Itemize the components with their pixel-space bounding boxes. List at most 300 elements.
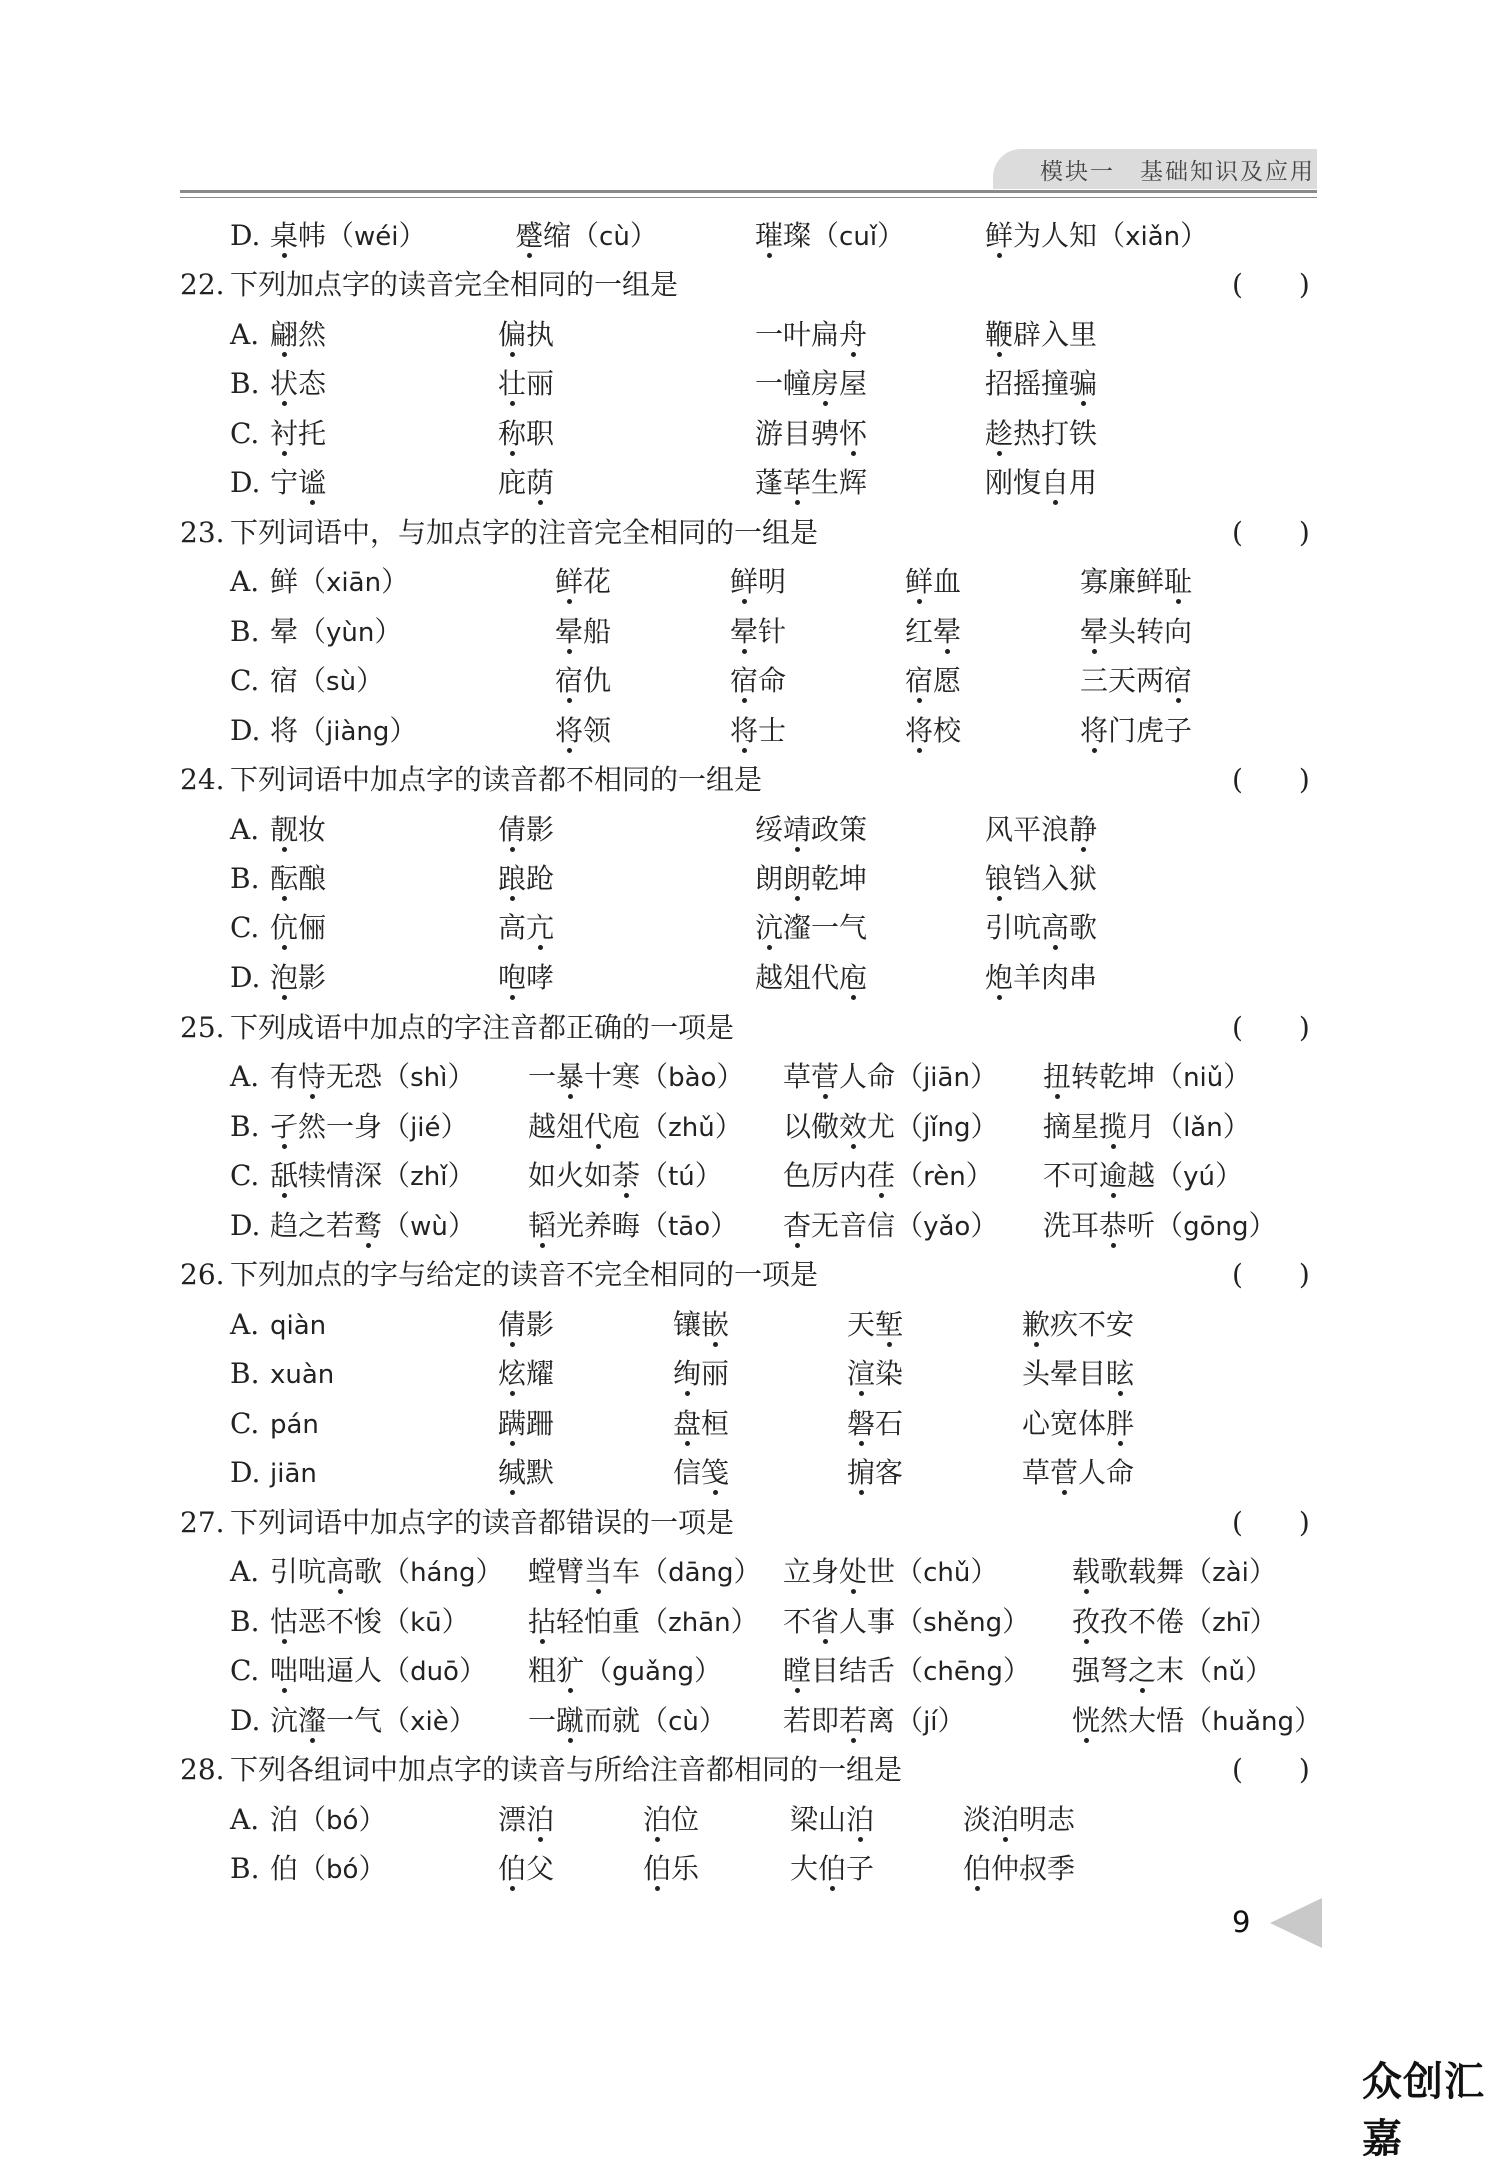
pinyin: zhī — [1212, 1608, 1250, 1638]
option-item: 摘星揽月（lǎn） — [1043, 1107, 1251, 1148]
option-item: 刚愎自用 — [985, 463, 1097, 503]
emphasis-dot-char: 暴 — [556, 1057, 584, 1097]
emphasis-dot-char: 恭 — [1099, 1206, 1127, 1246]
pinyin: nǔ — [1212, 1657, 1246, 1687]
option-item: 扭转乾坤（niǔ） — [1043, 1057, 1251, 1098]
question-number: 24. — [180, 763, 225, 796]
pinyin: lǎn — [1183, 1113, 1223, 1143]
pinyin: kū — [410, 1608, 442, 1638]
option-item: 翩然 — [270, 315, 326, 355]
option-item: 鲜花 — [555, 562, 611, 602]
option-item: 引吭高歌（háng） — [270, 1552, 504, 1593]
option-item: 螳臂当车（dāng） — [528, 1552, 762, 1593]
answer-blank: ( ) — [1232, 1753, 1310, 1786]
option-item: 寡廉鲜耻 — [1080, 562, 1192, 602]
option-item: 如火如荼（tú） — [528, 1156, 723, 1197]
option-label: A. — [230, 1308, 260, 1341]
option-item: 蹒跚 — [498, 1404, 554, 1444]
watermark: 众创汇嘉 — [1362, 2059, 1485, 2162]
option-item: 一蹴而就（cù） — [528, 1701, 727, 1742]
emphasis-dot-char: 倩 — [498, 810, 526, 850]
option-item: 孜孜不倦（zhī） — [1072, 1602, 1277, 1643]
emphasis-dot-char: 炫 — [498, 1354, 526, 1394]
page-corner-triangle — [1270, 1898, 1322, 1948]
emphasis-dot-char: 荜 — [783, 463, 811, 503]
emphasis-dot-char: 鲜 — [555, 562, 583, 602]
emphasis-dot-char: 趁 — [985, 414, 1013, 454]
emphasis-dot-char: 谧 — [298, 463, 326, 503]
option-item: 怙恶不悛（kū） — [270, 1602, 470, 1643]
option-item: 壮丽 — [498, 364, 554, 404]
option-item: 韬光养晦（tāo） — [528, 1206, 738, 1247]
option-label: D. — [230, 1456, 261, 1489]
option-item: 色厉内荏（rèn） — [783, 1156, 994, 1197]
option-item: 高亢 — [498, 908, 554, 948]
emphasis-dot-char: 状 — [270, 364, 298, 404]
question-number: 22. — [180, 268, 225, 301]
option-label: C. — [230, 911, 260, 944]
option-item: 庇荫 — [498, 463, 554, 503]
option-item: 大伯子 — [790, 1849, 874, 1889]
emphasis-dot-char: 省 — [811, 1602, 839, 1642]
option-label: C. — [230, 1159, 260, 1192]
option-item: 倩影 — [498, 810, 554, 850]
emphasis-dot-char: 荫 — [526, 463, 554, 503]
emphasis-dot-char: 庖 — [839, 958, 867, 998]
option-item: 天堑 — [847, 1305, 903, 1345]
option-item: 趋之若鹜（wù） — [270, 1206, 476, 1247]
option-item: 泊位 — [643, 1800, 699, 1840]
emphasis-dot-char: 伉 — [270, 908, 298, 948]
question-text: 下列加点字的读音完全相同的一组是 — [230, 268, 679, 301]
emphasis-dot-char: 翩 — [270, 315, 298, 355]
pinyin: jiān — [923, 1063, 970, 1093]
pinyin: xiè — [410, 1707, 449, 1737]
option-item: 将（jiàng） — [270, 714, 418, 747]
header-rule-thin — [180, 197, 1317, 198]
option-item: 立身处世（chǔ） — [783, 1552, 998, 1593]
option-label: A. — [230, 1803, 260, 1836]
emphasis-dot-char: 瀣 — [298, 1701, 326, 1741]
option-item: 踉跄 — [498, 859, 554, 899]
emphasis-dot-char: 菅 — [811, 1057, 839, 1097]
emphasis-dot-char: 代 — [584, 1107, 612, 1147]
question-text: 下列成语中加点的字注音都正确的一项是 — [230, 1011, 735, 1044]
emphasis-dot-char: 效 — [839, 1107, 867, 1147]
pinyin: chǔ — [923, 1558, 971, 1588]
option-item: 三天两宿 — [1080, 661, 1192, 701]
option-label: D. — [230, 466, 261, 499]
emphasis-dot-char: 缄 — [498, 1453, 526, 1493]
pinyin: tāo — [668, 1212, 711, 1242]
option-item: 头晕目眩 — [1022, 1354, 1134, 1394]
option-item: 沆瀣一气 — [755, 908, 867, 948]
emphasis-dot-char: 当 — [584, 1552, 612, 1592]
answer-blank: ( ) — [1232, 516, 1310, 549]
emphasis-dot-char: 蹙 — [515, 216, 543, 256]
pinyin: guǎng — [612, 1657, 694, 1687]
option-item: 伯父 — [498, 1849, 554, 1889]
question-number: 26. — [180, 1258, 225, 1291]
option-item: 拈轻怕重（zhān） — [528, 1602, 759, 1643]
pinyin: duō — [410, 1657, 459, 1687]
option-item: 鲜（xiān） — [270, 565, 410, 598]
emphasis-dot-char: 晕 — [730, 612, 758, 652]
option-item: 偏执 — [498, 315, 554, 355]
emphasis-dot-char: 嵌 — [701, 1305, 729, 1345]
module-title: 模块一 基础知识及应用 — [1040, 159, 1315, 185]
option-item: 杳无音信（yǎo） — [783, 1206, 998, 1247]
option-item: 不省人事（shěng） — [783, 1602, 1030, 1643]
question-text: 下列各组词中加点字的读音与所给注音都相同的一组是 — [230, 1753, 903, 1786]
answer-blank: ( ) — [1232, 1011, 1310, 1044]
emphasis-dot-char: 伯 — [963, 1849, 991, 1889]
emphasis-dot-char: 将 — [555, 711, 583, 751]
option-item: 绥靖政策 — [755, 810, 867, 850]
option-item: 朗朗乾坤 — [755, 859, 867, 899]
emphasis-dot-char: 泊 — [991, 1800, 1019, 1840]
option-item: 伯仲叔季 — [963, 1849, 1075, 1889]
pinyin: bó — [326, 1855, 359, 1885]
emphasis-dot-char: 炮 — [985, 958, 1013, 998]
option-label: C. — [230, 1654, 260, 1687]
question-text: 下列词语中加点字的读音都错误的一项是 — [230, 1506, 735, 1539]
question-text: 下列词语中，与加点字的注音完全相同的一组是 — [230, 516, 819, 549]
emphasis-dot-char: 靖 — [783, 810, 811, 850]
option-item: 咆哮 — [498, 958, 554, 998]
option-item: 晕船 — [555, 612, 611, 652]
option-item: 越俎代庖（zhǔ） — [528, 1107, 743, 1148]
option-item: 蹙缩（cù） — [515, 216, 658, 257]
emphasis-dot-char: 宿 — [905, 661, 933, 701]
emphasis-dot-char: 扭 — [1043, 1057, 1071, 1097]
emphasis-dot-char: 韬 — [528, 1206, 556, 1246]
pinyin: shěng — [923, 1608, 1003, 1638]
question-number: 28. — [180, 1753, 225, 1786]
emphasis-dot-char: 盘 — [673, 1404, 701, 1444]
option-item: 宿仇 — [555, 661, 611, 701]
emphasis-dot-char: 高 — [1041, 908, 1069, 948]
emphasis-dot-char: 眩 — [1106, 1354, 1134, 1394]
option-item: 宿愿 — [905, 661, 961, 701]
emphasis-dot-char: 泊 — [526, 1800, 554, 1840]
option-item: 酝酿 — [270, 859, 326, 899]
option-item: 一叶扁舟 — [755, 315, 867, 355]
emphasis-dot-char: 荼 — [612, 1156, 640, 1196]
option-item: 咄咄逼人（duō） — [270, 1651, 487, 1692]
option-item: 锒铛入狱 — [985, 859, 1097, 899]
option-item: 歉疚不安 — [1022, 1305, 1134, 1345]
pinyin: jí — [923, 1707, 938, 1737]
pinyin: cù — [668, 1707, 699, 1737]
pinyin: yǎo — [923, 1212, 971, 1242]
question-text: 下列加点的字与给定的读音不完全相同的一项是 — [230, 1258, 819, 1291]
emphasis-dot-char: 静 — [1069, 810, 1097, 850]
option-item: 瞠目结舌（chēng） — [783, 1651, 1031, 1692]
emphasis-dot-char: 咆 — [498, 958, 526, 998]
emphasis-dot-char: 将 — [905, 711, 933, 751]
emphasis-dot-char: 舟 — [839, 315, 867, 355]
pinyin: sù — [326, 667, 357, 697]
emphasis-dot-char: 衬 — [270, 414, 298, 454]
emphasis-dot-char: 之 — [1128, 1651, 1156, 1691]
emphasis-dot-char: 蹴 — [556, 1701, 584, 1741]
option-item — [270, 1453, 317, 1494]
emphasis-dot-char: 处 — [839, 1552, 867, 1592]
option-label: B. — [230, 1357, 260, 1390]
question-text: 下列词语中加点字的读音都不相同的一组是 — [230, 763, 763, 796]
option-label: B. — [230, 1110, 260, 1143]
option-item: 以儆效尤（jǐng） — [783, 1107, 999, 1148]
option-item: 有恃无恐（shì） — [270, 1057, 475, 1098]
emphasis-dot-char: 菅 — [1050, 1453, 1078, 1493]
pinyin: háng — [410, 1558, 476, 1588]
option-item: 梁山泊 — [790, 1800, 874, 1840]
option-label: A. — [230, 1060, 260, 1093]
emphasis-dot-char: 骗 — [1069, 364, 1097, 404]
emphasis-dot-char: 鲜 — [730, 562, 758, 602]
option-item: 伯（bó） — [270, 1852, 387, 1885]
question-number: 23. — [180, 516, 225, 549]
option-label: B. — [230, 1852, 260, 1885]
option-item: 将领 — [555, 711, 611, 751]
pinyin: bào — [668, 1063, 717, 1093]
option-item: 鲜血 — [905, 562, 961, 602]
emphasis-dot-char: 掮 — [847, 1453, 875, 1493]
pinyin: wéi — [354, 222, 399, 252]
option-item: 草菅人命（jiān） — [783, 1057, 998, 1098]
option-item: 沆瀣一气（xiè） — [270, 1701, 477, 1742]
pinyin: yú — [1183, 1162, 1215, 1192]
pinyin: jiàng — [326, 717, 390, 747]
emphasis-dot-char: 锒 — [985, 859, 1013, 899]
option-label: D. — [230, 714, 261, 747]
emphasis-dot-char: 恃 — [298, 1057, 326, 1097]
option-label: C. — [230, 664, 260, 697]
pinyin: zài — [1212, 1558, 1249, 1588]
option-item: 趁热打铁 — [985, 414, 1097, 454]
option-item: 缄默 — [498, 1453, 554, 1493]
option-item: 靓妆 — [270, 810, 326, 850]
emphasis-dot-char: 咄 — [270, 1651, 298, 1691]
option-item: 洗耳恭听（gōng） — [1043, 1206, 1277, 1247]
option-item: 晕（yùn） — [270, 615, 403, 648]
emphasis-dot-char: 靓 — [270, 810, 298, 850]
option-item: 璀璨（cuǐ） — [755, 216, 905, 257]
option-item: 炫耀 — [498, 1354, 554, 1394]
pinyin: jié — [410, 1113, 441, 1143]
question-number: 25. — [180, 1011, 225, 1044]
pinyin: tú — [668, 1162, 695, 1192]
pinyin: niǔ — [1183, 1063, 1224, 1093]
option-label: B. — [230, 862, 260, 895]
emphasis-dot-char: 晕 — [555, 612, 583, 652]
emphasis-dot-char: 泊 — [643, 1800, 671, 1840]
emphasis-dot-char: 亢 — [526, 908, 554, 948]
option-label: D. — [230, 1209, 261, 1242]
emphasis-dot-char: 笺 — [701, 1453, 729, 1493]
emphasis-dot-char: 鹜 — [354, 1206, 382, 1246]
emphasis-dot-char: 孜 — [1072, 1602, 1100, 1642]
emphasis-dot-char: 泊 — [846, 1800, 874, 1840]
emphasis-dot-char: 堑 — [875, 1305, 903, 1345]
option-item — [270, 1305, 326, 1346]
option-label: B. — [230, 367, 260, 400]
emphasis-dot-char: 将 — [730, 711, 758, 751]
emphasis-dot-char: 杳 — [783, 1206, 811, 1246]
option-item: 不可逾越（yú） — [1043, 1156, 1243, 1197]
option-item: 红晕 — [905, 612, 961, 652]
option-item: 一幢房屋 — [755, 364, 867, 404]
pinyin: zhǐ — [410, 1162, 448, 1192]
emphasis-dot-char: 伯 — [498, 1849, 526, 1889]
emphasis-dot-char: 璀 — [755, 216, 783, 256]
option-label: D. — [230, 961, 261, 994]
option-item: 将校 — [905, 711, 961, 751]
emphasis-dot-char: 载 — [1072, 1552, 1100, 1592]
emphasis-dot-char: 自 — [1041, 463, 1069, 503]
option-item: 鞭辟入里 — [985, 315, 1097, 355]
option-item: 绚丽 — [673, 1354, 729, 1394]
option-item: 伉俪 — [270, 908, 326, 948]
option-item: 将门虎子 — [1080, 711, 1192, 751]
emphasis-dot-char: 犷 — [556, 1651, 584, 1691]
option-item: 称职 — [498, 414, 554, 454]
option-item: 泡影 — [270, 958, 326, 998]
option-item: 盘桓 — [673, 1404, 729, 1444]
pinyin: rèn — [923, 1162, 966, 1192]
option-item: 越俎代庖 — [755, 958, 867, 998]
option-item: 孑然一身（jié） — [270, 1107, 469, 1148]
emphasis-dot-char: 踉 — [498, 859, 526, 899]
option-item: 宿命 — [730, 661, 786, 701]
pinyin: chēng — [923, 1657, 1003, 1687]
pinyin: bó — [326, 1806, 359, 1836]
emphasis-dot-char: 房 — [811, 364, 839, 404]
emphasis-dot-char: 渲 — [847, 1354, 875, 1394]
option-item: 淡泊明志 — [963, 1800, 1075, 1840]
option-item: 泊（bó） — [270, 1803, 387, 1836]
option-label: A. — [230, 565, 260, 598]
pinyin: pán — [270, 1410, 319, 1440]
pinyin: jiān — [270, 1459, 317, 1489]
option-label: A. — [230, 318, 260, 351]
option-item: 衬托 — [270, 414, 326, 454]
option-item: 信笺 — [673, 1453, 729, 1493]
emphasis-dot-char: 耻 — [1164, 562, 1192, 602]
option-item: 伯乐 — [643, 1849, 699, 1889]
emphasis-dot-char: 将 — [1080, 711, 1108, 751]
option-item: 晕头转向 — [1080, 612, 1192, 652]
option-label: C. — [230, 417, 260, 450]
option-label: D. — [230, 219, 261, 252]
emphasis-dot-char: 鲜 — [905, 562, 933, 602]
option-item: 载歌载舞（zài） — [1072, 1552, 1277, 1593]
emphasis-dot-char: 宿 — [1164, 661, 1192, 701]
emphasis-dot-char: 蹒 — [498, 1404, 526, 1444]
pinyin: wù — [410, 1212, 448, 1242]
option-item: 镶嵌 — [673, 1305, 729, 1345]
option-item: 一暴十寒（bào） — [528, 1057, 744, 1098]
pinyin: xiǎn — [1125, 222, 1181, 252]
option-item: 炮羊肉串 — [985, 958, 1097, 998]
emphasis-dot-char: 晕 — [1080, 612, 1108, 652]
option-item: 宿（sù） — [270, 664, 385, 697]
option-label: B. — [230, 1605, 260, 1638]
emphasis-dot-char: 绚 — [673, 1354, 701, 1394]
option-label: C. — [230, 1407, 260, 1440]
emphasis-dot-char: 磐 — [847, 1404, 875, 1444]
emphasis-dot-char: 怙 — [270, 1602, 298, 1642]
option-item: 倩影 — [498, 1305, 554, 1345]
option-item: 心宽体胖 — [1022, 1404, 1134, 1444]
emphasis-dot-char: 若 — [839, 1701, 867, 1741]
emphasis-dot-char: 揽 — [1099, 1107, 1127, 1147]
option-item: 渲染 — [847, 1354, 903, 1394]
pinyin: xiān — [326, 568, 382, 598]
option-item: 宁谧 — [270, 463, 326, 503]
pinyin: shì — [410, 1063, 448, 1093]
emphasis-dot-char: 逾 — [1099, 1156, 1127, 1196]
emphasis-dot-char: 泡 — [270, 958, 298, 998]
option-label: B. — [230, 615, 260, 648]
option-item: 粗犷（guǎng） — [528, 1651, 722, 1692]
pinyin: xuàn — [270, 1360, 335, 1390]
pinyin: cù — [599, 222, 630, 252]
emphasis-dot-char: 舐 — [270, 1156, 298, 1196]
pinyin: gōng — [1183, 1212, 1249, 1242]
answer-blank: ( ) — [1232, 268, 1310, 301]
option-item: 风平浪静 — [985, 810, 1097, 850]
emphasis-dot-char: 拈 — [528, 1602, 556, 1642]
option-label: D. — [230, 1704, 261, 1737]
emphasis-dot-char: 鞭 — [985, 315, 1013, 355]
emphasis-dot-char: 伯 — [643, 1849, 671, 1889]
emphasis-dot-char: 酝 — [270, 859, 298, 899]
option-item: 若即若离（jí） — [783, 1701, 966, 1742]
emphasis-dot-char: 高 — [326, 1552, 354, 1592]
option-item: 舐犊情深（zhǐ） — [270, 1156, 475, 1197]
answer-blank: ( ) — [1232, 1258, 1310, 1291]
emphasis-dot-char: 倩 — [498, 1305, 526, 1345]
emphasis-dot-char: 歉 — [1022, 1305, 1050, 1345]
emphasis-dot-char: 恍 — [1072, 1701, 1100, 1741]
option-item: 招摇撞骗 — [985, 364, 1097, 404]
emphasis-dot-char: 宿 — [555, 661, 583, 701]
emphasis-dot-char: 称 — [498, 414, 526, 454]
emphasis-dot-char: 朗 — [783, 859, 811, 899]
option-item: 鲜明 — [730, 562, 786, 602]
option-item: 恍然大悟（huǎng） — [1072, 1701, 1322, 1742]
option-item: 掮客 — [847, 1453, 903, 1493]
option-item: 将士 — [730, 711, 786, 751]
option-item: 草菅人命 — [1022, 1453, 1134, 1493]
pinyin: zhǔ — [668, 1113, 715, 1143]
emphasis-dot-char: 孑 — [270, 1107, 298, 1147]
option-item: 磐石 — [847, 1404, 903, 1444]
option-label: A. — [230, 813, 260, 846]
option-label: A. — [230, 1555, 260, 1588]
emphasis-dot-char: 瞠 — [783, 1651, 811, 1691]
emphasis-dot-char: 伯 — [818, 1849, 846, 1889]
option-item: 状态 — [270, 364, 326, 404]
emphasis-dot-char: 晕 — [933, 612, 961, 652]
option-item: 强弩之末（nǔ） — [1072, 1651, 1273, 1692]
option-item: 桌帏（wéi） — [270, 216, 427, 257]
option-item: 引吭高歌 — [985, 908, 1097, 948]
option-item: 游目骋怀 — [755, 414, 867, 454]
option-item: 漂泊 — [498, 1800, 554, 1840]
